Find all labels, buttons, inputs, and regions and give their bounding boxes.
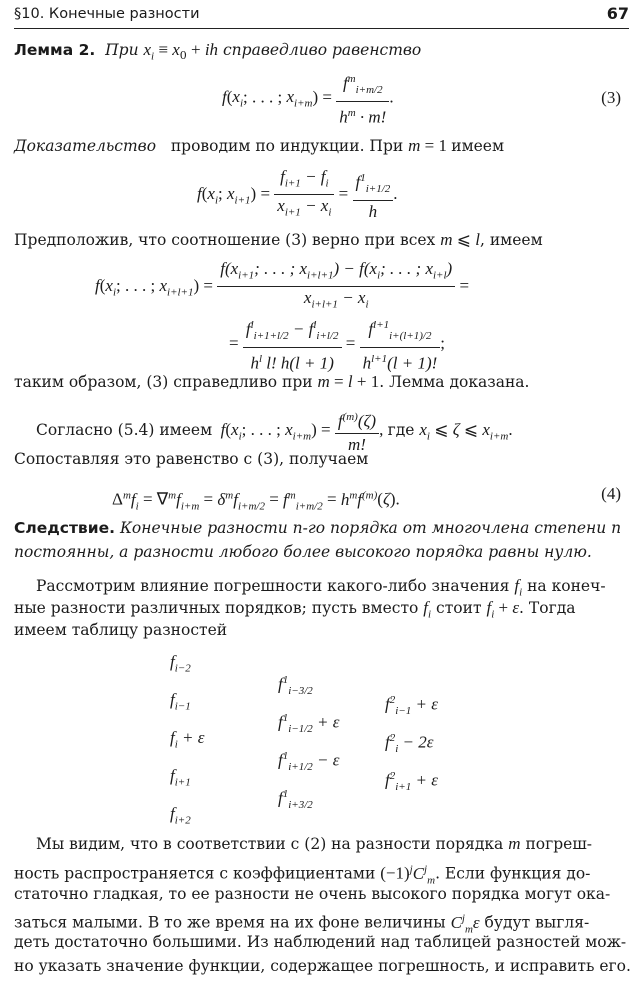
section-title: §10. Конечные разности [14,6,200,22]
paragraph2-line-2: ность распространяется с коэффициентами $(-1)^jC^j_m$. Если функция до- [14,863,591,887]
comparison-line: Сопоставляя это равенство с (3), получаем [14,450,369,468]
equation-3: $f(x_i$; . . . ; $x_{i+m}$) = $\frac{f^m_{i+m/2}}{h^m \cdot m!}$ . [222,68,394,129]
corollary-line-1: Следствие. Конечные разности n-го порядка от многочлена степени n [14,519,622,537]
paragraph1-line-2: ные разности различных порядков; пусть вместо $f_i$ стоит $f_i + \varepsilon$. Тогда [14,598,576,621]
paragraph2-line-4: заться малыми. В то же время на их фоне величины $C^j_m\varepsilon$ будут выгля- [14,912,590,936]
consequence-line: Согласно (5.4) имеем $f(x_i$; . . . ; $x_{i+m}$) = $\frac{f^{(m)}(\zeta)}{m!}$ , где $x_i$ ⩽ ζ ⩽ $x_{i+m}$. [36,406,513,456]
paragraph2-line-6: но указать значение функции, содержащее погрешность, и исправить его. [14,957,631,975]
proof-label: Доказательство [14,137,157,155]
proof-intro: Доказательство проводим по индукции. При m = 1 имеем [14,136,505,155]
table-cell: $f^2_i - 2\varepsilon$ [385,732,434,756]
paragraph2-line-3: статочно гладкая, то ее разности не очень высокого порядка могут ока- [14,885,611,903]
equation-base-case: $f(x_i$; $x_{i+1}$) = $\frac{f_{i+1} - f_i}{x_{i+1} - x_i}$ = $\frac{f^1_{i+1/2}}{h}$ . [197,167,398,221]
table-cell: $f^1_{i+3/2}$ [278,788,313,812]
lemma-statement: Лемма 2. При $x_i \equiv x_0$ + ih справедливо равенство [14,40,422,63]
equation-number-3: (3) [601,88,621,107]
paragraph1-line-1: Рассмотрим влияние погрешности какого-либо значения $f_i$ на конеч- [36,576,606,599]
equation-4: $\Delta^mf_i = \nabla^mf_{i+m} = \delta^mf_{i+m/2} = f^m_{i+m/2} = h^mf^{(m)}(\zeta)$. [112,489,400,513]
table-cell: $f^2_{i+1} + \varepsilon$ [385,770,438,794]
paragraph1-line-3: имеем таблицу разностей [14,621,228,639]
table-cell: $f_i + \varepsilon$ [170,728,205,751]
table-cell: $f_{i-1}$ [170,690,191,713]
table-cell: $f_{i+2}$ [170,804,191,827]
corollary-line-2: постоянны, а разности любого более высокого порядка равны нулю. [14,543,592,561]
corollary-label: Следствие. [14,519,115,537]
table-cell: $f_{i-2}$ [170,652,191,675]
table-cell: $f_{i+1}$ [170,766,191,789]
table-cell: $f^1_{i+1/2} - \varepsilon$ [278,750,340,774]
paragraph2-line-1: Мы видим, что в соответствии с (2) на разности порядка m погреш- [36,834,592,853]
induction-hypothesis: Предположив, что соотношение (3) верно при всех m ⩽ l, имеем [14,230,543,249]
equation-induction-step-1: $f(x_i$; . . . ; $x_{i+l+1}$) = $\frac{f(x_{i+1}; . . . ; x_{i+l+1}) - f(x_i; . . . ; x_{i+l})}{x_{i+l+1} - x_i}$ = [95,259,470,311]
table-cell: $f^1_{i-1/2} + \varepsilon$ [278,712,340,736]
table-cell: $f^1_{i-3/2}$ [278,674,313,698]
induction-conclusion: таким образом, (3) справедливо при m = l + 1. Лемма доказана. [14,372,530,391]
page-number: 67 [606,4,629,23]
equation-induction-step-2: = $\frac{f^l_{i+1+l/2} - f^l_{i+l/2}}{h^l l! h(l + 1)}$ = $\frac{f^{l+1}_{i+(l+1)/2}}{h^{l+1}(l + 1)!}$ ; [229,314,445,375]
paragraph2-line-5: деть достаточно большими. Из наблюдений над таблицей разностей мож- [14,933,627,951]
lemma-label: Лемма 2. [14,41,96,59]
equation-number-4: (4) [601,484,621,503]
table-cell: $f^2_{i-1} + \varepsilon$ [385,694,438,718]
running-header [14,4,629,29]
